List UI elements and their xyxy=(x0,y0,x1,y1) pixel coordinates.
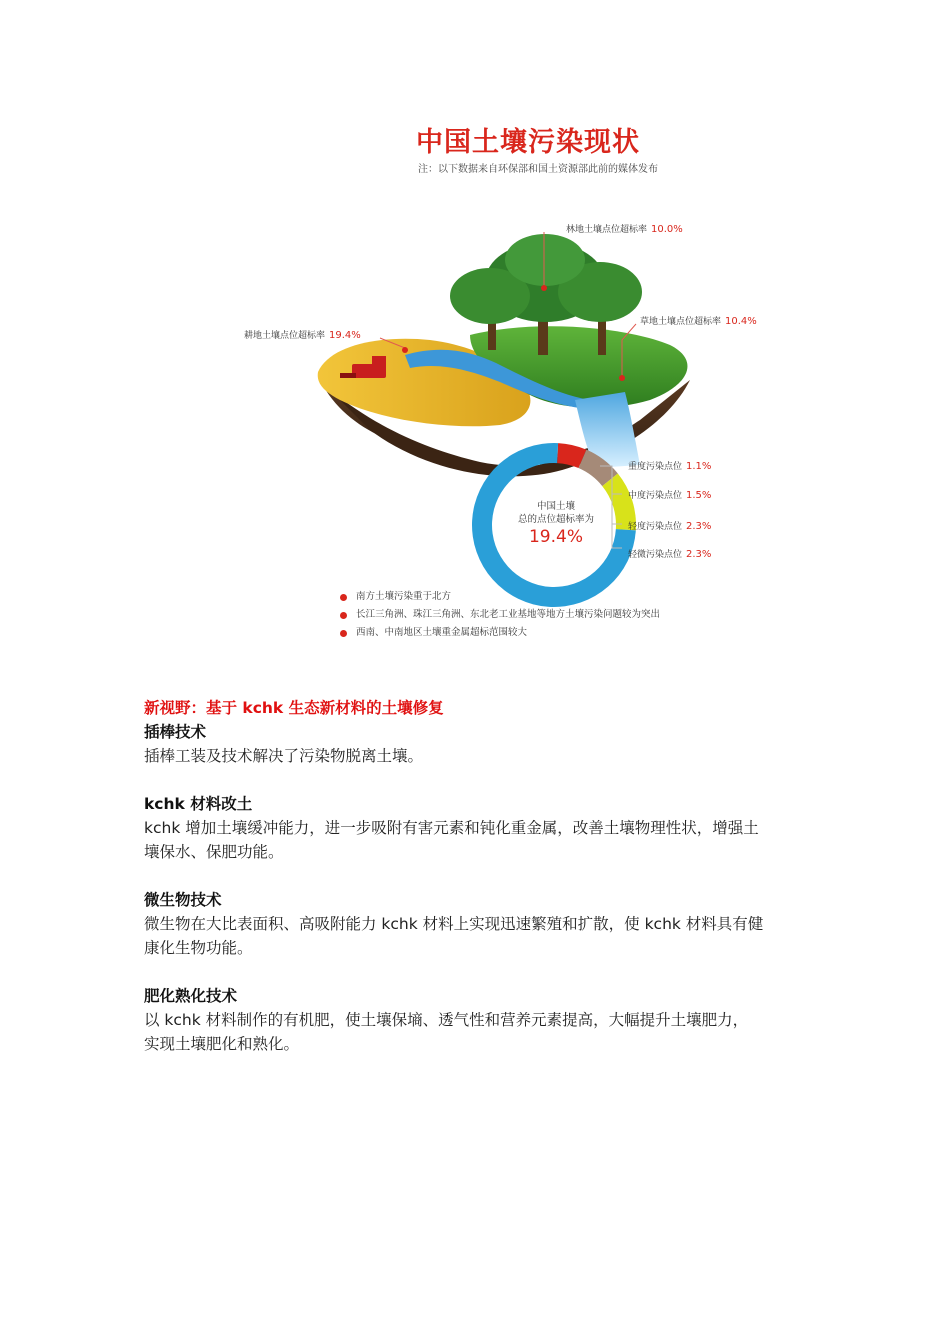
callout-dot xyxy=(541,285,547,291)
donut-label-severe xyxy=(628,459,711,472)
donut-label: 重度污染点位 xyxy=(628,462,683,472)
donut-label-mild xyxy=(628,519,711,532)
section-body-line: 微生物在大比表面积、高吸附能力 kchk 材料上实现迅速繁殖和扩散，使 kchk 材料具有健 xyxy=(144,915,764,933)
callout-value: 10.4% xyxy=(725,316,757,327)
donut-value: 2.3% xyxy=(686,521,712,532)
donut-label: 中度污染点位 xyxy=(628,491,683,501)
donut-value: 1.1% xyxy=(686,461,712,472)
donut-value: 1.5% xyxy=(686,490,712,501)
donut-value: 2.3% xyxy=(686,549,712,560)
document-body xyxy=(144,696,814,1056)
bullet-dot-icon xyxy=(340,630,347,637)
donut-label: 轻微污染点位 xyxy=(628,550,683,560)
section-body-line: 实现土壤肥化和熟化。 xyxy=(144,1035,300,1053)
donut-center-line2: 总的点位超标率为 xyxy=(517,514,594,525)
callout-farmland xyxy=(244,328,361,341)
section-body-line: 以 kchk 材料制作的有机肥，使土壤保墒、透气性和营养元素提高，大幅提升土壤肥力， xyxy=(144,1011,749,1029)
callout-label: 耕地土壤点位超标率 xyxy=(244,331,326,341)
infographic-bullets xyxy=(340,588,660,642)
bullet-dot-icon xyxy=(340,594,347,601)
infographic-title: 中国土壤污染现状 xyxy=(416,127,640,158)
callout-label: 草地土壤点位超标率 xyxy=(640,317,722,327)
section-title: kchk 材料改土 xyxy=(144,795,253,813)
soil-pollution-infographic xyxy=(0,0,950,660)
donut-label-slight xyxy=(628,547,711,560)
donut-label: 轻度污染点位 xyxy=(628,522,683,532)
callout-value: 19.4% xyxy=(329,330,361,341)
bullet-item: 西南、中南地区土壤重金属超标范围较大 xyxy=(340,624,660,642)
section-body-line: 壤保水、保肥功能。 xyxy=(144,843,284,861)
headline: 新视野：基于 kchk 生态新材料的土壤修复 xyxy=(144,699,444,717)
bullet-item: 南方土壤污染重于北方 xyxy=(340,588,660,606)
bullet-item: 长江三角洲、珠江三角洲、东北老工业基地等地方土壤污染问题较为突出 xyxy=(340,606,660,624)
callout-dot xyxy=(619,375,625,381)
donut-label-moderate xyxy=(628,488,711,501)
callout-grassland xyxy=(640,314,757,327)
donut-center-line1: 中国土壤 xyxy=(536,501,575,512)
section-title: 插棒技术 xyxy=(144,723,207,741)
section-title: 微生物技术 xyxy=(144,891,222,909)
callout-dot xyxy=(402,347,408,353)
callout-forest xyxy=(566,222,683,235)
infographic-art xyxy=(0,0,950,660)
section-title: 肥化熟化技术 xyxy=(144,987,238,1005)
bullet-dot-icon xyxy=(340,612,347,619)
callout-value: 10.0% xyxy=(651,224,683,235)
donut-center-value: 19.4% xyxy=(528,527,583,547)
callout-label: 林地土壤点位超标率 xyxy=(566,225,648,235)
section-body: 插棒工装及技术解决了污染物脱离土壤。 xyxy=(144,747,424,765)
section-body-line: kchk 增加土壤缓冲能力，进一步吸附有害元素和钝化重金属，改善土壤物理性状，增强土 xyxy=(144,819,759,837)
section-body-line: 康化生物功能。 xyxy=(144,939,253,957)
donut-center-text xyxy=(496,500,616,548)
infographic-note: 注：以下数据来自环保部和国土资源部此前的媒体发布 xyxy=(418,164,658,175)
